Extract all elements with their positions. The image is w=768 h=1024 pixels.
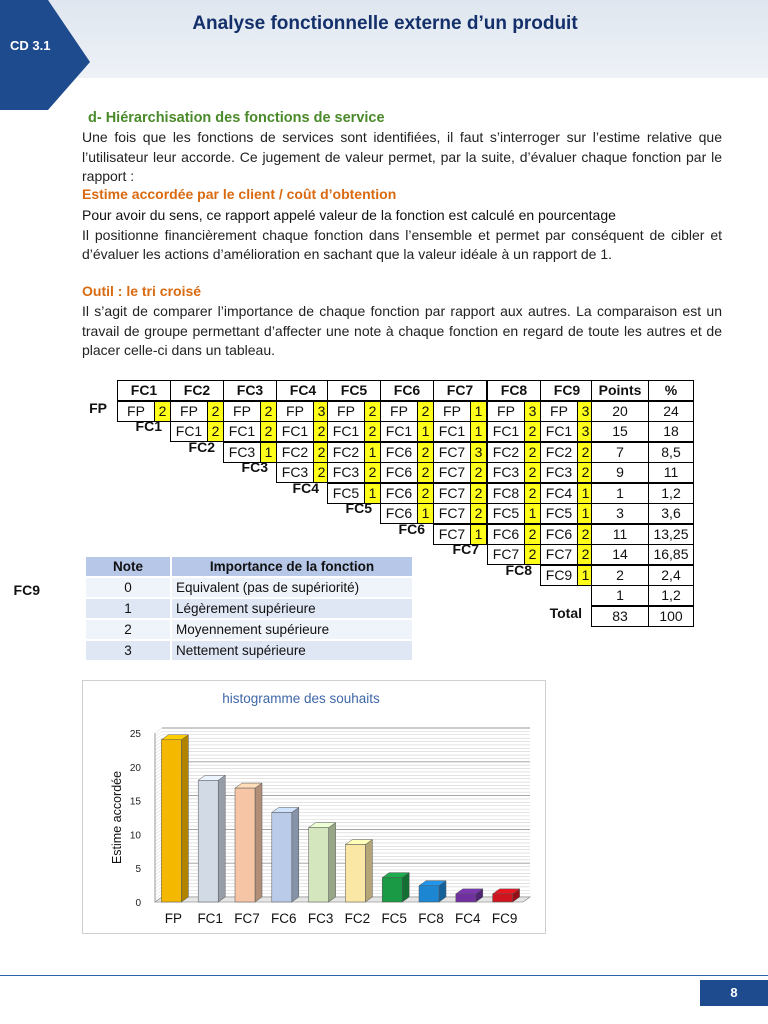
x-tick-label: FC6	[271, 911, 297, 926]
chart-title: histogramme des souhaits	[222, 691, 380, 706]
matrix-cell-score: 1	[577, 483, 594, 504]
note-value: 2	[85, 619, 171, 640]
matrix-cell-winner: FC1	[276, 421, 314, 442]
bar-fc3	[309, 823, 336, 902]
note-table-header	[85, 556, 413, 577]
bar-fc4	[456, 889, 483, 902]
page-number: 8	[700, 980, 768, 1006]
row-points: 3	[591, 503, 649, 524]
matrix-cell-winner: FP	[327, 401, 365, 422]
x-tick-label: FC3	[307, 911, 334, 926]
matrix-column-header: FC1	[117, 380, 171, 401]
matrix-cell-winner: FC6	[380, 442, 418, 463]
matrix-cell-winner: FC4	[540, 483, 578, 504]
matrix-cell-winner: FC8	[487, 483, 525, 504]
row-percent: 16,85	[648, 544, 694, 565]
matrix-cell-winner: FC2	[540, 442, 578, 463]
footer-rule	[0, 975, 768, 976]
matrix-row-label: FC6	[398, 520, 425, 537]
x-tick-label: FC1	[197, 911, 223, 926]
matrix-cell-winner: FC7	[433, 503, 471, 524]
matrix-cell-winner: FC1	[223, 421, 261, 442]
row-percent: 24	[648, 401, 694, 422]
matrix-cell-score: 2	[524, 421, 541, 442]
page-title: Analyse fonctionnelle externe d’un produit	[192, 13, 578, 34]
matrix-cell-winner: FC2	[276, 442, 314, 463]
y-tick-label: 10	[129, 830, 141, 842]
row-percent: 1,2	[648, 483, 694, 504]
subtitle-tri-croise: Outil : le tri croisé	[82, 283, 202, 299]
note-value: 3	[85, 640, 171, 661]
matrix-column-header: FC8	[487, 380, 541, 401]
matrix-cell-winner: FP	[487, 401, 525, 422]
bar-fc6	[272, 807, 299, 902]
y-tick-label: 20	[129, 762, 141, 774]
matrix-column-header: FC9	[540, 380, 594, 401]
matrix-cell-score: 2	[577, 462, 594, 483]
total-percent: 100	[648, 606, 694, 627]
bar-side	[292, 807, 299, 902]
bar-front	[493, 894, 513, 902]
chart-frame	[82, 680, 546, 934]
matrix-cell-score: 1	[470, 524, 487, 545]
matrix-cell-score: 2	[364, 462, 381, 483]
row-percent: 1,2	[648, 585, 694, 606]
matrix-cell-score: 3	[577, 421, 594, 442]
note-header: Note	[85, 556, 171, 577]
bar-side	[181, 735, 188, 902]
matrix-row-label: FC4	[292, 479, 319, 496]
matrix-row-label: FC9	[13, 582, 40, 598]
note-row	[85, 619, 413, 640]
matrix-cell-winner: FC7	[433, 442, 471, 463]
paragraph-value-line: Pour avoir du sens, ce rapport appelé valeur de la fonction est calculé en pourcentage	[82, 207, 616, 223]
matrix-cell-score: 2	[524, 544, 541, 565]
note-value: 1	[85, 598, 171, 619]
matrix-column-header: FC6	[380, 380, 434, 401]
matrix-cell-score: 2	[260, 401, 277, 422]
matrix-cell-winner: FC1	[433, 421, 471, 442]
matrix-cell-score: 2	[470, 462, 487, 483]
matrix-cell-winner: FC5	[540, 503, 578, 524]
matrix-column-header: FC3	[223, 380, 277, 401]
matrix-cell-winner: FC1	[327, 421, 365, 442]
matrix-column-header: FC2	[170, 380, 224, 401]
y-tick-label: 0	[135, 898, 141, 909]
bar-fc8	[419, 881, 446, 902]
histogram-chart	[83, 681, 545, 933]
matrix-cell-score: 2	[417, 401, 434, 422]
matrix-cell-score: 1	[417, 421, 434, 442]
x-tick-label: FC8	[418, 911, 444, 926]
row-points: 20	[591, 401, 649, 422]
note-table	[84, 555, 414, 662]
total-points: 83	[591, 606, 649, 627]
matrix-cell-winner: FC6	[380, 462, 418, 483]
matrix-cell-winner: FC7	[433, 483, 471, 504]
matrix-cell-score: 1	[577, 565, 594, 586]
matrix-cell-score: 2	[524, 524, 541, 545]
points-header: Points	[591, 380, 649, 401]
matrix-cell-winner: FC1	[170, 421, 208, 442]
matrix-cell-score: 2	[313, 442, 330, 463]
bar-front	[235, 788, 255, 902]
matrix-cell-score: 2	[154, 401, 171, 422]
matrix-cell-winner: FC1	[540, 421, 578, 442]
matrix-cell-score: 1	[364, 483, 381, 504]
matrix-cell-winner: FC2	[327, 442, 365, 463]
row-points: 11	[591, 524, 649, 545]
paragraph-tri-croise: Il s’agit de comparer l’importance de chaque fonction par rapport aux autres. La comparaison est un travail de groupe permettant d’affecter une note à chaque fonction en regard de toute les autres et de placer celle-ci dans un tableau.	[82, 303, 722, 358]
note-value: 0	[85, 577, 171, 598]
matrix-cell-winner: FC5	[487, 503, 525, 524]
matrix-cell-score: 2	[417, 442, 434, 463]
note-description: Equivalent (pas de supériorité)	[171, 577, 413, 598]
matrix-cell-score: 3	[313, 401, 330, 422]
bar-front	[272, 812, 292, 902]
row-points: 7	[591, 442, 649, 463]
matrix-cell-winner: FC5	[327, 483, 365, 504]
matrix-cell-score: 2	[260, 421, 277, 442]
matrix-cell-score: 2	[524, 462, 541, 483]
matrix-cell-winner: FP	[223, 401, 261, 422]
matrix-cell-score: 1	[470, 421, 487, 442]
bar-front	[419, 886, 439, 902]
matrix-cell-winner: FC3	[487, 462, 525, 483]
matrix-cell-score: 3	[577, 401, 594, 422]
row-percent: 18	[648, 421, 694, 442]
matrix-cell-score: 2	[417, 462, 434, 483]
matrix-column-header: FC4	[276, 380, 330, 401]
x-tick-label: FC4	[455, 911, 481, 926]
matrix-row-label: FC7	[452, 541, 479, 557]
x-tick-label: FC7	[234, 911, 260, 926]
section-tab	[0, 0, 90, 110]
percent-header: %	[648, 380, 694, 401]
matrix-cell-score: 1	[577, 503, 594, 524]
matrix-cell-winner: FP	[170, 401, 208, 422]
note-description: Nettement supérieure	[171, 640, 413, 661]
matrix-cell-score: 1	[470, 401, 487, 422]
matrix-cell-score: 2	[364, 401, 381, 422]
matrix-cell-winner: FC9	[540, 565, 578, 586]
matrix-cell-score: 2	[417, 483, 434, 504]
matrix-cell-winner: FC1	[380, 421, 418, 442]
matrix-row-label: FC5	[345, 500, 372, 516]
matrix-cell-score: 2	[577, 524, 594, 545]
matrix-row-label: FC8	[505, 561, 532, 578]
header-band	[0, 0, 768, 78]
matrix-cell-score: 2	[524, 483, 541, 504]
matrix-column-header: FC5	[327, 380, 381, 401]
matrix-cell-score: 2	[364, 421, 381, 442]
bar-front	[161, 740, 181, 902]
matrix-cell-winner: FC6	[380, 503, 418, 524]
matrix-row-label: FC3	[241, 459, 268, 475]
subtitle-estime: Estime accordée par le client / coût d’obtention	[82, 186, 397, 202]
note-row	[85, 640, 413, 661]
y-axis-label: Estime accordée	[110, 770, 124, 865]
matrix-cell-winner: FP	[380, 401, 418, 422]
bar-fc9	[493, 889, 520, 902]
matrix-cell-score: 1	[260, 442, 277, 463]
row-percent: 11	[648, 462, 694, 483]
matrix-cell-score: 1	[524, 503, 541, 524]
matrix-cell-score: 2	[207, 421, 224, 442]
bar-front	[198, 780, 218, 902]
matrix-cell-score: 2	[577, 442, 594, 463]
paragraph-value-detail: Il positionne financièrement chaque fonction dans l’ensemble et permet par conséquent de cibler et d’évaluer les actions d’amélioration en sachant que la valeur idéale à un rapport de 1.	[82, 226, 722, 262]
matrix-cell-winner: FP	[433, 401, 471, 422]
matrix-cell-score: 2	[207, 401, 224, 422]
matrix-cell-winner: FC7	[433, 524, 471, 545]
matrix-cell-score: 2	[577, 544, 594, 565]
matrix-cell-winner: FC6	[540, 524, 578, 545]
y-tick-label: 5	[135, 864, 141, 876]
matrix-cell-winner: FC6	[487, 524, 525, 545]
bar-fc5	[382, 873, 409, 902]
row-percent: 13,25	[648, 524, 694, 545]
x-tick-label: FC5	[381, 911, 407, 926]
y-tick-label: 25	[129, 729, 141, 740]
matrix-row-label: FC2	[188, 438, 215, 455]
matrix-cell-score: 3	[524, 401, 541, 422]
bar-fc7	[235, 783, 262, 902]
row-points: 15	[591, 421, 649, 442]
matrix-cell-winner: FP	[276, 401, 314, 422]
bar-front	[309, 828, 329, 902]
note-description: Légèrement supérieure	[171, 598, 413, 619]
bar-front	[456, 894, 476, 902]
matrix-cell-winner: FC3	[276, 462, 314, 483]
matrix-cell-score: 2	[470, 483, 487, 504]
matrix-cell-winner: FC6	[380, 483, 418, 504]
total-label: Total	[549, 604, 582, 621]
note-row	[85, 598, 413, 619]
row-percent: 3,6	[648, 503, 694, 524]
bar-fc1	[198, 775, 225, 902]
row-percent: 8,5	[648, 442, 694, 463]
matrix-cell-score: 1	[364, 442, 381, 463]
row-points: 2	[591, 565, 649, 586]
row-points: 1	[591, 483, 649, 504]
bar-side	[365, 840, 372, 902]
matrix-cell-winner: FC2	[487, 442, 525, 463]
matrix-cell-winner: FC3	[327, 462, 365, 483]
matrix-cell-winner: FC3	[223, 442, 261, 463]
matrix-cell-winner: FC1	[487, 421, 525, 442]
matrix-cell-winner: FP	[540, 401, 578, 422]
bar-side	[218, 775, 225, 902]
bar-front	[345, 845, 365, 902]
matrix-cell-score: 2	[470, 503, 487, 524]
matrix-column-header: FC7	[433, 380, 487, 401]
x-tick-label: FP	[164, 911, 183, 926]
y-tick-label: 15	[129, 796, 141, 808]
paragraph-value	[82, 206, 722, 265]
note-row	[85, 577, 413, 598]
section-title: d- Hiérarchisation des fonctions de service	[88, 110, 385, 126]
row-percent: 2,4	[648, 565, 694, 586]
row-points: 9	[591, 462, 649, 483]
paragraph-intro: Une fois que les fonctions de services sont identifiées, il faut s’interroger sur l’estime relative que l’utilisateur leur accorde. Ce jugement de valeur permet, par la suite, d’évaluer chaque fonction par le rapport :	[82, 129, 722, 184]
matrix-cell-score: 2	[524, 442, 541, 463]
bar-fc2	[345, 840, 372, 902]
matrix-cell-winner: FC3	[540, 462, 578, 483]
matrix-cell-winner: FP	[117, 401, 155, 422]
bar-side	[329, 823, 336, 902]
matrix-cell-score: 2	[313, 462, 330, 483]
matrix-row-label: FP	[89, 399, 107, 416]
matrix-cell-winner: FC7	[433, 462, 471, 483]
row-points: 1	[591, 585, 649, 606]
row-points: 14	[591, 544, 649, 565]
matrix-cell-score: 2	[313, 421, 330, 442]
matrix-cell-score: 3	[470, 442, 487, 463]
x-tick-label: FC9	[491, 911, 518, 926]
x-tick-label: FC2	[344, 911, 371, 926]
matrix-row-label: FC1	[135, 418, 162, 434]
importance-header: Importance de la fonction	[171, 556, 413, 577]
matrix-cell-score: 1	[417, 503, 434, 524]
section-label: CD 3.1	[10, 38, 51, 53]
matrix-cell-winner: FC7	[540, 544, 578, 565]
matrix-cell-winner: FC7	[487, 544, 525, 565]
bar-side	[255, 783, 262, 902]
note-description: Moyennement supérieure	[171, 619, 413, 640]
bar-fp	[161, 735, 188, 902]
bar-front	[382, 878, 402, 902]
